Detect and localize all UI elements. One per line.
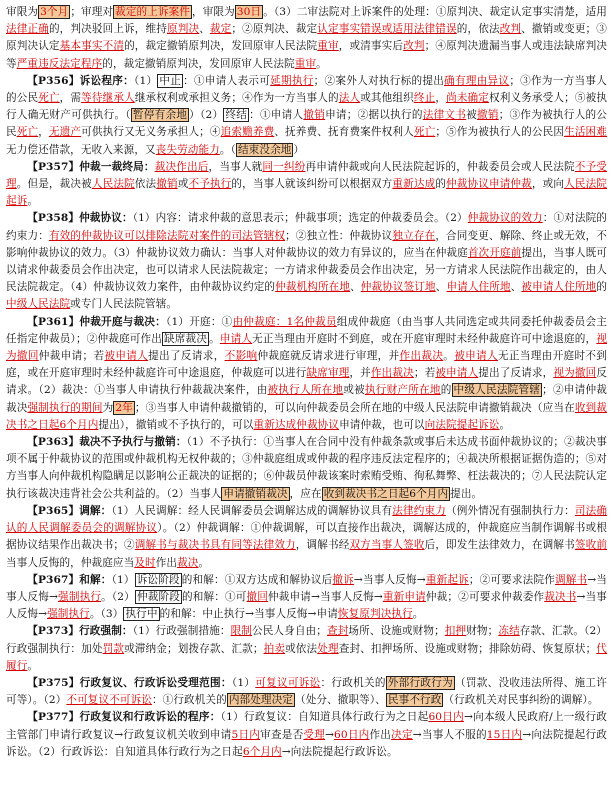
text-segment: 中级人民法院管辖 <box>453 384 541 397</box>
text-segment: 裁决书 <box>544 590 577 603</box>
text-segment: 重新达成 <box>392 178 436 191</box>
text-segment: 、 <box>510 281 522 294</box>
paragraph-p3 <box>6 210 607 313</box>
text-segment: 结束没余地 <box>237 143 292 156</box>
text-segment: 、 <box>350 281 361 294</box>
text-segment: 基本事实不清 <box>59 40 125 53</box>
text-segment: 、 <box>435 281 447 294</box>
text-segment: 的 <box>440 384 452 397</box>
text-segment: 。 <box>316 57 327 70</box>
text-segment: 提出了反请求， <box>148 350 225 363</box>
text-segment: 作出 <box>155 556 178 569</box>
text-segment: 无正当理由开庭时不到庭，或在开庭审理时未经仲裁庭许可中途退庭的， <box>252 332 597 345</box>
text-segment: 或滞纳金；划拨存款、汇款； <box>124 642 264 655</box>
text-segment: 终结 <box>225 109 248 122</box>
text-segment: 内部处理决定 <box>228 694 293 707</box>
paragraph-p6 <box>6 503 607 572</box>
text-segment: 的，裁定撤销原判决，发回原审人民法院 <box>124 40 318 53</box>
text-segment: 2年 <box>115 401 133 414</box>
text-segment: 或依法 <box>285 642 318 655</box>
text-segment: 确有理由异议 <box>444 74 510 87</box>
text-segment: （行政机关对民事纠纷的调解）。 <box>443 694 599 707</box>
text-segment: 30日 <box>236 6 262 18</box>
text-segment: （1） <box>133 74 158 87</box>
text-segment: 15日内 <box>486 728 523 741</box>
text-segment: （1）内容：请求仲裁的意思表示；仲裁事项；选定的仲裁委员会。（2） <box>132 212 468 225</box>
text-segment: 签收前 <box>574 539 608 552</box>
text-segment: ；②独立性：仲裁协议 <box>285 229 393 242</box>
text-segment: 强制执行的期间 <box>27 401 103 414</box>
text-segment: 查封、扣押场所、设施或财物；排除妨碍、恢复原状； <box>338 642 597 655</box>
text-segment: 。 <box>198 556 210 569</box>
text-segment: 被 <box>466 109 477 122</box>
text-segment: 作出裁决 <box>399 350 444 363</box>
text-segment: 的和解：①可 <box>181 590 247 603</box>
text-segment: 冻结 <box>498 625 520 638</box>
text-segment: →当事人反悔→ <box>6 590 607 621</box>
text-segment: 同一纠纷 <box>262 160 306 173</box>
text-segment: →向本级人民政府/上一级行政主管部门申请行政复议→行政复议机关收到申请 <box>6 711 607 741</box>
text-segment: 被执行人所在地 <box>267 384 344 397</box>
section-heading: 【P373】行政强制： <box>27 625 133 638</box>
text-segment: 的，判决驳回上诉，维持 <box>48 23 167 36</box>
text-segment: ：行政机关的 <box>320 676 386 689</box>
text-segment: 可复议可诉讼 <box>255 676 321 689</box>
text-segment: 提出了反请求， <box>478 367 554 380</box>
text-segment: 撤销 <box>156 178 178 191</box>
text-segment: 5日内 <box>231 728 261 741</box>
text-segment: 。（3） <box>89 608 124 621</box>
text-segment: ，调解书经 <box>295 539 350 552</box>
text-segment: 仲裁申请；若 <box>38 350 105 363</box>
text-segment: 被申请人住所地 <box>521 281 597 294</box>
text-segment: 司法确认的人民调解委员会的调解协议 <box>6 504 608 535</box>
text-segment: 的，裁定撤销原判决，发回原审人民法院 <box>102 57 295 70</box>
text-segment: 再申请仲裁或向人民法院起诉的，仲裁委员会或人民法院 <box>305 160 575 173</box>
text-segment: 仲裁；②可要求仲裁委作 <box>425 590 545 603</box>
text-segment: 双方当事人签收 <box>349 539 425 552</box>
text-segment: 60日内 <box>334 728 370 741</box>
text-segment: 执行财产所在地 <box>364 384 441 397</box>
text-segment: 的，当事人就该纠纷可以根据双方 <box>231 178 393 191</box>
text-segment: ；③作为被执行人的公民 <box>6 109 608 139</box>
section-heading: 【P367】和解： <box>27 573 112 586</box>
text-segment: 暂停有余地 <box>132 109 188 122</box>
text-segment: （处分、撤职等）、 <box>295 694 386 707</box>
text-segment: ，应在 <box>289 487 322 500</box>
text-segment: 提出。 <box>450 487 483 500</box>
text-segment: →当事人反悔→ <box>6 573 608 603</box>
text-segment: ，或向 <box>531 178 565 191</box>
text-segment: 限制 <box>230 625 253 638</box>
text-segment: ：①申请人表示可 <box>183 74 271 87</box>
text-segment: ）。（2）仲裁调解：①仲裁调解，可以直接作出裁决，调解达成的，仲裁庭应当制作调解书或根据协议结果作出裁决书；② <box>6 522 608 552</box>
text-segment: ；②申请仲裁裁决 <box>6 384 607 414</box>
text-segment: → <box>325 728 335 741</box>
text-segment: ；若 <box>413 367 436 380</box>
text-segment: 的 <box>596 281 608 294</box>
text-segment: 。 <box>499 418 511 431</box>
text-segment: 扣押 <box>444 625 467 638</box>
text-segment: 罚款 <box>102 642 125 655</box>
text-segment: 仲裁阶段 <box>136 590 180 603</box>
text-segment: 终止 <box>413 92 436 105</box>
text-segment: 后，即发生法律效力，在调解书 <box>424 539 575 552</box>
text-segment: 无遗产 <box>48 126 82 139</box>
text-segment: 追索赡养费 <box>220 126 275 139</box>
text-segment: →当事人反悔→ <box>353 573 426 586</box>
section-heading: 【P357】仲裁一裁终局： <box>27 160 155 173</box>
text-segment: →当事人不服的 <box>412 728 487 741</box>
text-segment: 法律约束力 <box>392 504 446 517</box>
text-segment: 延期执行 <box>270 74 314 87</box>
section-heading: 【P361】仲裁开庭与裁决： <box>27 315 166 328</box>
text-segment: 不予执行 <box>188 178 232 191</box>
text-segment: ，或清事实后 <box>338 40 404 53</box>
text-segment: 被申请人 <box>435 367 479 380</box>
text-segment: 裁决作出后 <box>154 160 209 173</box>
text-segment: 。（2） <box>101 590 135 603</box>
text-segment: 或 <box>177 178 189 191</box>
text-segment: 缺席裁决 <box>164 332 208 345</box>
text-segment: 的，依法 <box>456 23 500 36</box>
text-segment: 申请撤销裁决 <box>223 487 288 500</box>
text-segment: 当事人反悔的，仲裁庭应当 <box>6 556 135 569</box>
paragraph-p7 <box>6 572 607 624</box>
text-segment: （1）不予执行：①当事人在合同中没有仲裁条款或事后未达成书面仲裁协议的；②裁决事项不属于仲裁协议的范围或仲裁机构无权仲裁的；③仲裁庭组成或仲裁的程序违反法定程序的；④裁决所根据证据伪造的；⑤对方当事人向仲裁机构隐瞒足以影响公正裁决的证据的；⑥仲裁员仲裁该案时索贿受贿、徇私舞弊、枉法裁决的；⑦人民法院认定执行该裁决违背社会公共利益的。（2）当事人 <box>6 436 607 500</box>
text-segment: （1）开庭：① <box>165 315 233 328</box>
text-segment: ：①行政机关的 <box>151 694 227 707</box>
text-segment: 收到裁决书之日起6个月内 <box>6 401 607 431</box>
text-segment: 有效的仲裁协议可以排除法院对案件的司法管辖权 <box>48 229 286 242</box>
text-segment: 强制执行 <box>58 590 102 603</box>
text-segment: 或专门人民法院管辖。 <box>70 298 178 311</box>
text-segment: 原判决 <box>166 23 200 36</box>
text-segment: 仲裁机构所在地 <box>275 281 351 294</box>
text-segment: 死亡 <box>38 92 60 105</box>
text-segment: 尚未确定 <box>446 92 489 105</box>
text-segment: ；③作为一方当事人的公民 <box>6 74 607 105</box>
text-segment: ） <box>293 143 305 156</box>
section-heading: 【P363】裁决不予执行与撤销： <box>27 436 187 449</box>
text-segment: ，需 <box>59 92 82 105</box>
text-segment: 重审 <box>294 57 317 70</box>
text-segment: 丧失劳动能力 <box>155 143 220 156</box>
text-segment: 诉讼阶段 <box>136 573 180 586</box>
text-segment: 仲裁庭就反请求进行审理，并 <box>257 350 400 363</box>
text-segment: 。（ <box>219 143 236 156</box>
text-segment: 裁决 <box>177 556 199 569</box>
text-segment: ；②可要求法院作 <box>468 573 555 586</box>
text-segment: 法人 <box>338 92 361 105</box>
text-segment: 严重违反法定程序 <box>16 57 103 70</box>
text-segment: （1） <box>231 676 256 689</box>
text-segment: 反请求。（2）裁决：①当事人申请执行仲裁裁决案件，由 <box>6 367 608 397</box>
text-segment: 依法 <box>134 178 157 191</box>
paragraph-p4 <box>6 314 607 434</box>
text-segment: 收到裁决书之日起6个月内 <box>323 487 449 500</box>
text-segment: 60日内 <box>428 711 464 724</box>
text-segment: 重审 <box>317 40 339 53</box>
text-segment: ；③当事人申请仲裁撤销的，可以向仲裁委员会所在地的中级人民法院申请撤销裁决（应当在 <box>134 401 575 414</box>
text-segment: 重新达成仲裁协议 <box>253 418 340 431</box>
text-segment: 继承权利或承担义务；④作为一方当事人的 <box>134 92 339 105</box>
section-heading: 【P377】行政复议和行政诉讼的程序： <box>27 711 221 724</box>
text-segment: 可供执行又无义务承担人；④ <box>81 126 221 139</box>
text-segment: 申请人住所地 <box>446 281 511 294</box>
text-segment: 撤销 <box>476 109 499 122</box>
text-segment: 被申请人 <box>104 350 149 363</box>
text-segment: 组成仲裁庭（由当事人共同选定或共同委托仲裁委员会主任指定仲裁员）；②仲裁庭可作出 <box>6 315 608 345</box>
text-segment: 不影响 <box>224 350 258 363</box>
text-segment: 申请人 <box>219 332 253 345</box>
text-segment: 撤诉 <box>332 573 354 586</box>
text-segment: 改判 <box>499 23 522 36</box>
text-segment: ，审限为 <box>192 6 235 18</box>
text-segment: （例外情况有强制执行力： <box>445 504 575 517</box>
paragraph-p10 <box>6 709 607 761</box>
text-segment: 决定 <box>391 728 413 741</box>
text-segment: 恢复原判决执行 <box>337 608 413 621</box>
text-segment: 视为撤回 <box>6 332 608 363</box>
text-segment: 。 <box>27 659 39 672</box>
text-segment: 无力偿还借款，无收入来源，又 <box>6 143 156 156</box>
text-segment: 查封 <box>326 625 349 638</box>
text-segment: 向法院提起诉讼 <box>424 418 500 431</box>
text-segment: 。 <box>27 195 39 208</box>
text-segment: 等待继承人 <box>81 92 135 105</box>
text-segment: 重新起诉 <box>425 573 469 586</box>
text-segment: 提出，当事人既可以请求仲裁委员会作出决定，也可以请求人民法院裁定；一方请求仲裁委员会作出决定，另一方请求人民法院作出裁定的，由人民法院裁定。（4）仲裁协议效力案件，由仲裁协议约定的 <box>6 246 607 294</box>
text-segment: 生活困难 <box>564 126 607 139</box>
text-segment: 调解书 <box>554 573 588 586</box>
text-segment: →向法院提起行政诉讼。（2）行政诉讼：自知道具体行政行为之日起 <box>6 728 607 758</box>
text-segment: 6个月内 <box>242 745 282 758</box>
text-segment: 中止 <box>159 74 182 87</box>
paragraph-p1 <box>6 73 607 159</box>
text-segment: 法律正确 <box>6 23 49 36</box>
text-segment: ，合同变更、解除、终止或无效，不影响仲裁协议的效力。（3）仲裁协议效力确认：当事人对仲裁协议的效力有异议的，应当在仲裁庭 <box>6 229 608 259</box>
text-segment: 缺席审理 <box>306 367 350 380</box>
text-segment: 不予受理 <box>6 160 608 191</box>
text-segment: 审查是否 <box>260 728 304 741</box>
text-segment: 首次开庭前 <box>467 246 522 259</box>
text-segment: （1） <box>111 573 135 586</box>
text-segment: 为 <box>102 401 114 414</box>
text-segment: 认定事实错误或适用法律错误 <box>317 23 457 36</box>
paragraph-p8 <box>6 623 607 675</box>
text-segment: （罚款、没收违法所得、施工许可等）。（2） <box>6 676 607 707</box>
text-segment: 存款、汇款。（2）行政强制执行：加处 <box>6 625 607 655</box>
text-segment: ；⑤作为被执行人的公民因 <box>435 126 565 139</box>
text-segment: 视为撤回 <box>553 367 597 380</box>
text-segment: 申请；②据以执行的 <box>325 109 423 122</box>
text-segment: 或其他组织 <box>360 92 414 105</box>
text-segment: 改判 <box>403 40 425 53</box>
text-segment: 仲裁申请→当事人反悔→ <box>268 590 383 603</box>
text-segment: ：①对法院的约束力： <box>6 212 607 242</box>
text-segment: ，当事人就 <box>208 160 263 173</box>
text-segment: 。 <box>412 608 424 621</box>
section-heading: 【P356】诉讼程序： <box>27 74 134 87</box>
text-segment: 独立存在 <box>392 229 436 242</box>
text-segment: 及时 <box>134 556 156 569</box>
text-segment: 、 <box>199 23 210 36</box>
text-segment: 。 <box>443 350 455 363</box>
text-segment: 裁定的上诉案件 <box>115 6 190 18</box>
paragraph-p2 <box>6 159 607 211</box>
text-segment: 中级人民法院 <box>6 298 71 311</box>
text-segment: 代履行 <box>6 642 607 672</box>
text-segment: 撤回 <box>246 590 269 603</box>
text-segment: 撤销 <box>303 109 326 122</box>
text-segment: 的 <box>435 178 447 191</box>
text-segment: 死亡 <box>413 126 436 139</box>
text-segment: ，并 <box>349 367 371 380</box>
text-segment: 的和解：中止执行→当事人反悔→申请 <box>159 608 338 621</box>
text-segment: ；②案外人对执行标的提出 <box>313 74 445 87</box>
text-segment: 。但是，裁决被 <box>16 178 92 191</box>
text-segment: ， <box>435 92 447 105</box>
text-segment: 强制执行 <box>47 608 90 621</box>
text-segment: （1）人民调解：经人民调解委员会调解达成的调解协议具有 <box>111 504 393 517</box>
text-segment: 法律文书 <box>422 109 467 122</box>
text-segment: 不可复议不可诉讼 <box>66 694 152 707</box>
paragraph-p5 <box>6 434 607 503</box>
text-segment: ：①申请人 <box>249 109 304 122</box>
text-segment: 或被 <box>343 384 365 397</box>
text-segment: 执行中 <box>125 608 158 621</box>
text-segment: （1）行政强制措施： <box>132 625 231 638</box>
text-segment: 被申请人 <box>454 350 498 363</box>
text-segment: ， <box>38 126 49 139</box>
section-heading: 【P375】行政复议、行政诉讼受理范围： <box>27 676 232 689</box>
text-segment: ：1名仲裁员 <box>275 315 337 328</box>
text-segment: 、抚养费、抚育费案件权利人 <box>274 126 414 139</box>
text-segment: 人民法院起诉 <box>6 178 607 208</box>
text-segment: ）（2） <box>189 109 224 122</box>
text-segment: 外部行政行为 <box>387 676 453 689</box>
text-segment: 。（3）二审法院对上诉案件的处理：①原判决、裁定认定事实清楚，适用 <box>263 6 607 18</box>
text-segment: 仲裁协议申请仲裁 <box>446 178 532 191</box>
text-segment: 3个月 <box>40 6 69 18</box>
text-segment: ；审理对 <box>70 6 114 18</box>
text-segment: 民事不行政 <box>387 694 442 707</box>
section-heading: 【P365】调解： <box>27 504 112 517</box>
section-heading: 【P358】仲裁协议： <box>27 212 133 225</box>
text-segment: →向法院提起行政诉讼。 <box>281 745 398 758</box>
text-segment: 死亡 <box>16 126 39 139</box>
text-segment: 仲裁协议签订地 <box>360 281 436 294</box>
text-segment: 场所、设施或财物； <box>348 625 445 638</box>
text-segment: 处理 <box>317 642 339 655</box>
text-segment: 仲裁协议的效力 <box>467 212 543 225</box>
text-segment: 申请仲裁，也可以 <box>339 418 425 431</box>
text-segment: 提出），撤销或不予执行的，可以 <box>98 418 254 431</box>
text-segment: 作出裁决 <box>370 367 414 380</box>
text-segment: 的和解：①双方达成和解协议后 <box>181 573 333 586</box>
text-segment: 调解书与裁决书具有同等法律效力 <box>134 539 296 552</box>
text-segment: 财物； <box>466 625 499 638</box>
text-segment: 审限为 <box>6 6 39 18</box>
paragraph-p0 <box>6 4 607 73</box>
text-segment: 公民人身自由； <box>252 625 327 638</box>
text-segment: 裁定 <box>209 23 232 36</box>
text-segment: ；②原判决、裁定 <box>231 23 318 36</box>
text-segment: 重新申请 <box>382 590 426 603</box>
text-segment: 受理 <box>303 728 326 741</box>
text-segment: 。 <box>209 332 220 345</box>
text-segment: 无正当理由开庭时不到庭，或在开庭审理时未经仲裁庭许可中途退庭，仲裁庭可以进行 <box>6 350 608 380</box>
text-segment: 作出 <box>369 728 392 741</box>
text-segment: 、撤销或变更；③原判决认定 <box>6 23 607 53</box>
text-segment: （1）行政复议：自知道具体行政行为之日起 <box>220 711 429 724</box>
text-segment: 拍卖 <box>263 642 286 655</box>
paragraph-p9 <box>6 675 607 709</box>
text-segment: 人民法院 <box>91 178 135 191</box>
text-segment: 权利义务承受人；⑤被执行人确无财产可供执行。（ <box>6 92 608 122</box>
text-segment: ；④原判决遗漏当事人或违法缺席判决等 <box>6 40 608 70</box>
text-segment: 由仲裁庭 <box>232 315 276 328</box>
